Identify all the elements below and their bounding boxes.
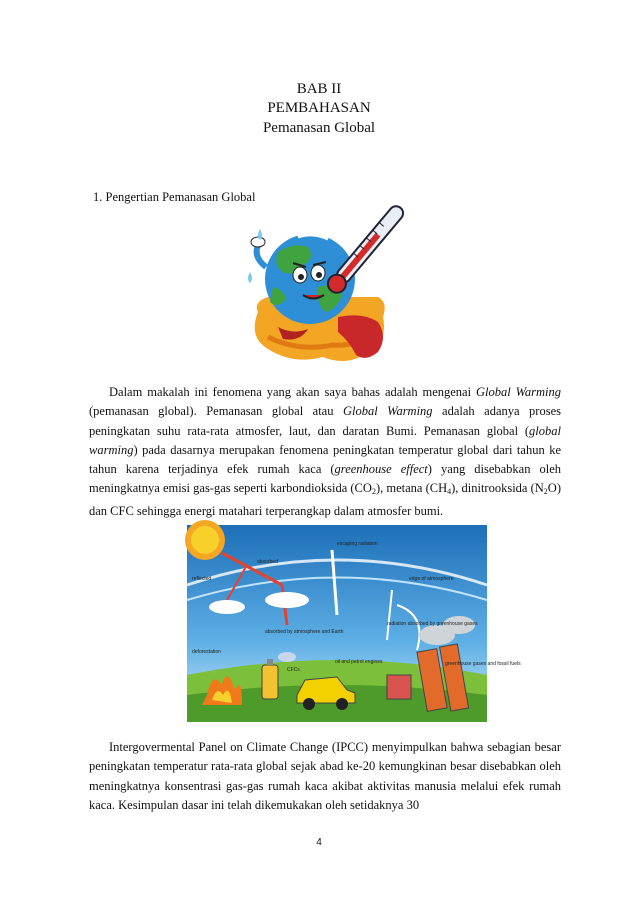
text-run: Dalam makalah ini fenomena yang akan saya bahas adalah mengenai xyxy=(109,385,476,399)
text-run: ) yang disebabkan oleh meningkatnya emisi gas-gas seperti karbondioksida (CO xyxy=(89,462,561,496)
subsection-title: 1. Pengertian Pemanasan Global xyxy=(93,190,256,204)
italic-term: greenhouse effect xyxy=(334,462,428,477)
text-run: (pemanasan global). Pemanasan global atau xyxy=(89,404,343,419)
subscript: 2 xyxy=(371,487,376,497)
paragraph-global-warming-definition xyxy=(89,383,561,521)
label-deforestation: deforestation xyxy=(192,649,221,655)
section-heading: PEMBAHASAN xyxy=(267,100,371,116)
paragraph-ipcc xyxy=(89,738,561,815)
subscript: 2 xyxy=(543,487,548,497)
label-reflected: reflected xyxy=(192,576,212,582)
label-oil: oil and petrol engines xyxy=(335,659,383,665)
label-escaping-radiation: escaping radiation xyxy=(337,541,378,547)
text-run: ) pada dasarnya merupakan fenomena peningkatan temperatur global dari tahun ke tahun karena terjadinya efek rumah kaca ( xyxy=(89,442,561,477)
text-run: ), metana (CH xyxy=(375,481,448,496)
label-absorbed: absorbed xyxy=(257,559,278,565)
topic-heading: Pemanasan Global xyxy=(262,120,376,136)
label-greenhouse: greenhouse gases and fossil fuels xyxy=(445,661,521,667)
label-absorbed-by: absorbed by atmosphere and Earth xyxy=(265,629,344,635)
label-radiation-absorbed: radiation absorbed by greenhouse gases xyxy=(387,621,478,627)
text-run: adalah adanya proses peningkatan suhu rata-rata atmosfer, laut, dan daratan Bumi. Pemanasan global ( xyxy=(89,404,561,438)
page-number: 4 xyxy=(316,837,322,848)
greenhouse-effect-diagram xyxy=(187,525,521,722)
italic-term: global warming xyxy=(89,423,561,457)
melting-globe-illustration xyxy=(238,217,408,367)
text-run: ), dinitrooksida (N xyxy=(451,481,544,496)
text-run: O) dan CFC sehingga energi matahari terperangkap dalam atmosfer bumi. xyxy=(89,481,561,518)
italic-term: Global Warming xyxy=(475,385,561,399)
italic-term: Global Warming xyxy=(342,404,433,419)
subscript: 4 xyxy=(447,487,452,497)
label-cfcs: CFCs xyxy=(287,667,300,673)
label-edge-atmosphere: edge of atmosphere xyxy=(409,576,454,582)
text-run: Intergovermental Panel on Climate Change (IPCC) menyimpulkan bahwa sebagian besar peningkatan temperatur rata-rata global sejak abad ke-20 kemungkinan besar disebabkan oleh meningkatnya konsentrasi gas-gas rumah kaca akibat aktivitas manusia melalui efek rumah kaca. Kesimpulan dasar ini telah dikemukakan oleh setidaknya 30 xyxy=(89,740,561,812)
chapter-heading: BAB II xyxy=(296,81,342,97)
